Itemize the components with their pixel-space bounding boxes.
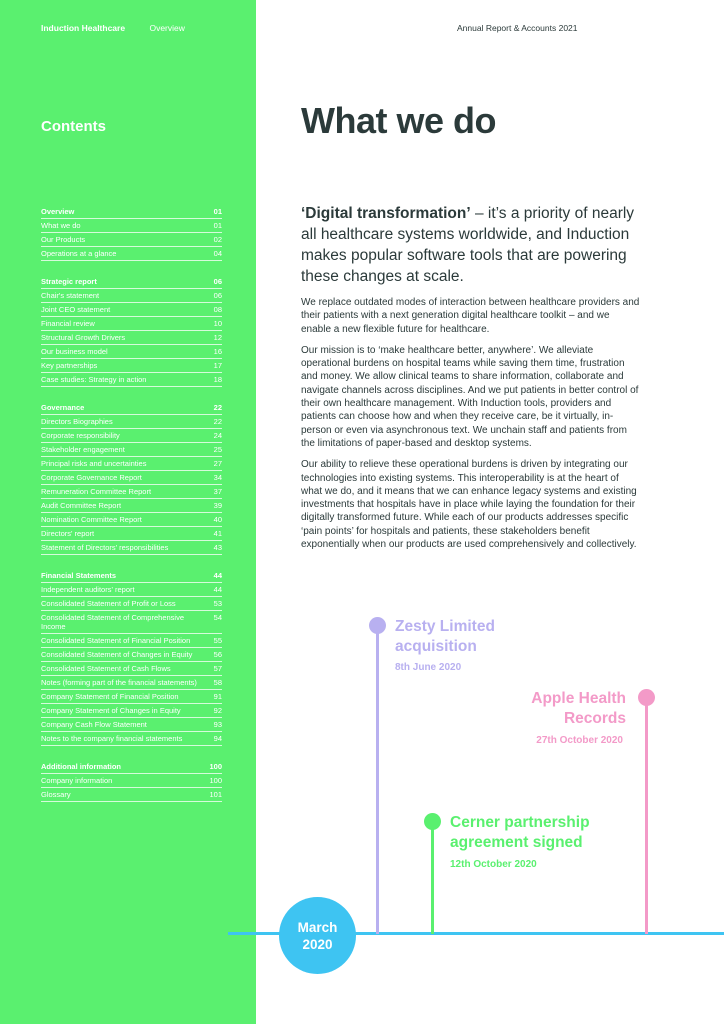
toc-entry[interactable] (41, 317, 222, 331)
toc-entry[interactable] (41, 676, 222, 690)
lead-paragraph (301, 203, 641, 287)
toc-entry[interactable] (41, 331, 222, 345)
toc-entry-label: Chair's statement (41, 291, 100, 300)
toc-entry-label: Company Cash Flow Statement (41, 720, 147, 729)
toc-entry[interactable] (41, 513, 222, 527)
toc-entry[interactable] (41, 541, 222, 555)
toc-entry-page: 06 (213, 291, 222, 300)
toc-entry[interactable] (41, 415, 222, 429)
toc-entry-page: 54 (213, 613, 222, 622)
toc-entry[interactable] (41, 289, 222, 303)
toc-entry-page: 43 (213, 543, 222, 552)
toc-entry[interactable] (41, 788, 222, 802)
toc-entry-label: Case studies: Strategy in action (41, 375, 147, 384)
toc-entry-label: Glossary (41, 790, 71, 799)
sidebar (0, 0, 256, 1024)
toc-spacer (41, 261, 222, 275)
toc-entry[interactable] (41, 690, 222, 704)
page-title: What we do (301, 100, 496, 141)
event-date-apple: 27th October 2020 (536, 735, 623, 746)
toc-entry-label: Key partnerships (41, 361, 98, 370)
toc-entry-label: What we do (41, 221, 81, 230)
toc-entry-page: 55 (213, 636, 222, 645)
toc-entry-page: 22 (213, 403, 222, 412)
toc-entry-label: Independent auditors' report (41, 585, 135, 594)
toc-entry-page: 02 (213, 235, 222, 244)
toc-entry-page: 04 (213, 249, 222, 258)
toc-entry-page: 41 (213, 529, 222, 538)
toc-entry-label: Our business model (41, 347, 108, 356)
toc-entry-label: Our Products (41, 235, 86, 244)
toc-entry[interactable] (41, 499, 222, 513)
toc-entry-label: Remuneration Committee Report (41, 487, 152, 496)
toc-entry-page: 22 (213, 417, 222, 426)
toc-entry-label: Directors Biographies (41, 417, 113, 426)
toc-entry[interactable] (41, 303, 222, 317)
toc-entry-label: Consolidated Statement of Cash Flows (41, 664, 171, 673)
contents-title: Contents (41, 118, 106, 135)
event-title-zesty: Zesty Limited acquisition (395, 618, 495, 655)
toc-entry[interactable] (41, 457, 222, 471)
running-header-left (41, 23, 185, 33)
toc-entry-label: Consolidated Statement of Profit or Loss (41, 599, 176, 608)
event-title-cerner: Cerner partnership agreement signed (450, 814, 590, 851)
report-title: Annual Report & Accounts 2021 (457, 23, 578, 33)
toc-entry-page: 44 (213, 571, 222, 580)
toc-entry[interactable] (41, 373, 222, 387)
toc-entry-page: 91 (213, 692, 222, 701)
toc-section-heading[interactable] (41, 569, 222, 583)
toc-entry-page: 12 (213, 333, 222, 342)
toc-entry[interactable] (41, 662, 222, 676)
toc-entry-page: 18 (213, 375, 222, 384)
body-paragraph: Our mission is to ‘make healthcare better, anywhere’. We alleviate operational burdens on hospital teams while saving them time, frustration and money. We allow clinical teams to share information, collaborate and navigate channels across disciplines. And we put patients in better control of their own healthcare management. With Induction tools, providers and patients can choose how and when they receive care, be it virtually, in-person or even via asynchronous text. We unchain staff and patients from the limitations of paper-based and desktop systems. (301, 344, 639, 449)
event-date-zesty: 8th June 2020 (395, 662, 462, 673)
toc-entry-page: 56 (213, 650, 222, 659)
toc-entry-label: Strategic report (41, 277, 97, 286)
toc-entry-label: Structural Growth Drivers (41, 333, 126, 342)
brand-name: Induction Healthcare (41, 23, 126, 33)
toc-entry[interactable] (41, 359, 222, 373)
toc-entry-page: 44 (213, 585, 222, 594)
toc-entry[interactable] (41, 774, 222, 788)
timeline-dot-zesty (369, 617, 386, 634)
toc-entry-label: Audit Committee Report (41, 501, 122, 510)
toc-entry[interactable] (41, 345, 222, 359)
toc-section-heading[interactable] (41, 275, 222, 289)
toc-entry-page: 27 (213, 459, 222, 468)
toc-entry-page: 16 (213, 347, 222, 356)
toc-entry-page: 06 (213, 277, 222, 286)
toc-section-heading[interactable] (41, 205, 222, 219)
toc-entry-page: 37 (213, 487, 222, 496)
toc-spacer (41, 746, 222, 760)
body-paragraph: Our ability to relieve these operational burdens is driven by integrating our technologies into existing systems. This interoperability is at the heart of what we do, and it means that we can enhance legacy systems and existing investments that hospitals have in place while laying the foundation for their digitally transformed future. While each of our products addresses specific ‘pain points’ for hospitals and patients, these stakeholders benefit exponentially when our products are used comprehensively and collectively. (301, 459, 637, 551)
toc-entry-label: Company Statement of Changes in Equity (41, 706, 181, 715)
toc-entry-page: 94 (213, 734, 222, 743)
toc-entry-page: 101 (209, 790, 222, 799)
toc-entry-label: Corporate responsibility (41, 431, 120, 440)
toc-entry-page: 08 (213, 305, 222, 314)
toc-entry[interactable] (41, 527, 222, 541)
toc-entry-page: 25 (213, 445, 222, 454)
toc-entry[interactable] (41, 247, 222, 261)
toc-entry-page: 53 (213, 599, 222, 608)
toc-entry-page: 40 (213, 515, 222, 524)
toc-entry-page: 39 (213, 501, 222, 510)
toc-entry-label: Joint CEO statement (41, 305, 111, 314)
toc-entry-label: Consolidated Statement of Financial Position (41, 636, 191, 645)
toc-entry-label: Consolidated Statement of Changes in Equity (41, 650, 193, 659)
toc-entry[interactable] (41, 648, 222, 662)
toc-entry-label: Consolidated Statement of Comprehensive Income (41, 613, 184, 631)
event-title-apple: Apple Health Records (531, 690, 626, 727)
toc-entry-label: Stakeholder engagement (41, 445, 125, 454)
toc-entry-label: Principal risks and uncertainties (41, 459, 147, 468)
toc-entry-page: 01 (213, 221, 222, 230)
toc-entry[interactable] (41, 718, 222, 732)
toc-entry[interactable] (41, 597, 222, 611)
timeline-stem-cerner (431, 822, 434, 934)
toc-entry-page: 10 (213, 319, 222, 328)
table-of-contents (41, 205, 222, 802)
toc-entry-page: 34 (213, 473, 222, 482)
toc-entry[interactable] (41, 485, 222, 499)
toc-entry-page: 100 (209, 762, 222, 771)
toc-entry[interactable] (41, 634, 222, 648)
toc-entry-label: Notes to the company financial statements (41, 734, 183, 743)
lead-emphasis: ‘Digital transformation’ (301, 205, 471, 222)
toc-entry-label: Financial review (41, 319, 95, 328)
toc-entry-page: 17 (213, 361, 222, 370)
toc-entry[interactable] (41, 429, 222, 443)
toc-entry-label: Operations at a glance (41, 249, 117, 258)
toc-entry[interactable] (41, 704, 222, 718)
toc-spacer (41, 555, 222, 569)
toc-entry-page: 93 (213, 720, 222, 729)
toc-entry-label: Financial Statements (41, 571, 117, 580)
toc-entry-page: 24 (213, 431, 222, 440)
body-paragraph: We replace outdated modes of interaction between healthcare providers and their patients with a next generation digital healthcare toolkit – and we enable a new flexible future for healthcare. (301, 297, 640, 335)
toc-entry-label: Company Statement of Financial Position (41, 692, 179, 701)
timeline-dot-cerner (424, 813, 441, 830)
toc-entry[interactable] (41, 471, 222, 485)
toc-entry-label: Company information (41, 776, 113, 785)
timeline-stem-zesty (376, 626, 379, 934)
toc-entry-label: Governance (41, 403, 85, 412)
toc-entry-label: Overview (41, 207, 75, 216)
lead-text: – it’s a priority of nearly all healthcare systems worldwide, and Induction makes popular software tools that are powering these changes at scale. (301, 205, 635, 285)
timeline-dot-apple (638, 689, 655, 706)
toc-entry[interactable] (41, 732, 222, 746)
toc-entry[interactable] (41, 219, 222, 233)
toc-entry-label: Directors' report (41, 529, 95, 538)
body-text (301, 296, 641, 559)
toc-entry-label: Additional information (41, 762, 121, 771)
timeline-stem-apple (645, 698, 648, 934)
toc-entry[interactable] (41, 611, 222, 634)
toc-entry-page: 92 (213, 706, 222, 715)
timeline-start-badge: March 2020 (279, 897, 356, 974)
toc-entry-page: 58 (213, 678, 222, 687)
toc-entry-page: 100 (209, 776, 222, 785)
toc-entry-page: 57 (213, 664, 222, 673)
section-name: Overview (149, 23, 185, 33)
toc-entry-page: 01 (213, 207, 222, 216)
toc-entry[interactable] (41, 443, 222, 457)
toc-entry[interactable] (41, 583, 222, 597)
toc-entry-label: Notes (forming part of the financial statements) (41, 678, 197, 687)
toc-entry-label: Corporate Governance Report (41, 473, 142, 482)
toc-spacer (41, 387, 222, 401)
toc-entry-label: Nomination Committee Report (41, 515, 142, 524)
toc-section-heading[interactable] (41, 760, 222, 774)
toc-entry-label: Statement of Directors' responsibilities (41, 543, 169, 552)
event-date-cerner: 12th October 2020 (450, 859, 537, 870)
toc-section-heading[interactable] (41, 401, 222, 415)
toc-entry[interactable] (41, 233, 222, 247)
